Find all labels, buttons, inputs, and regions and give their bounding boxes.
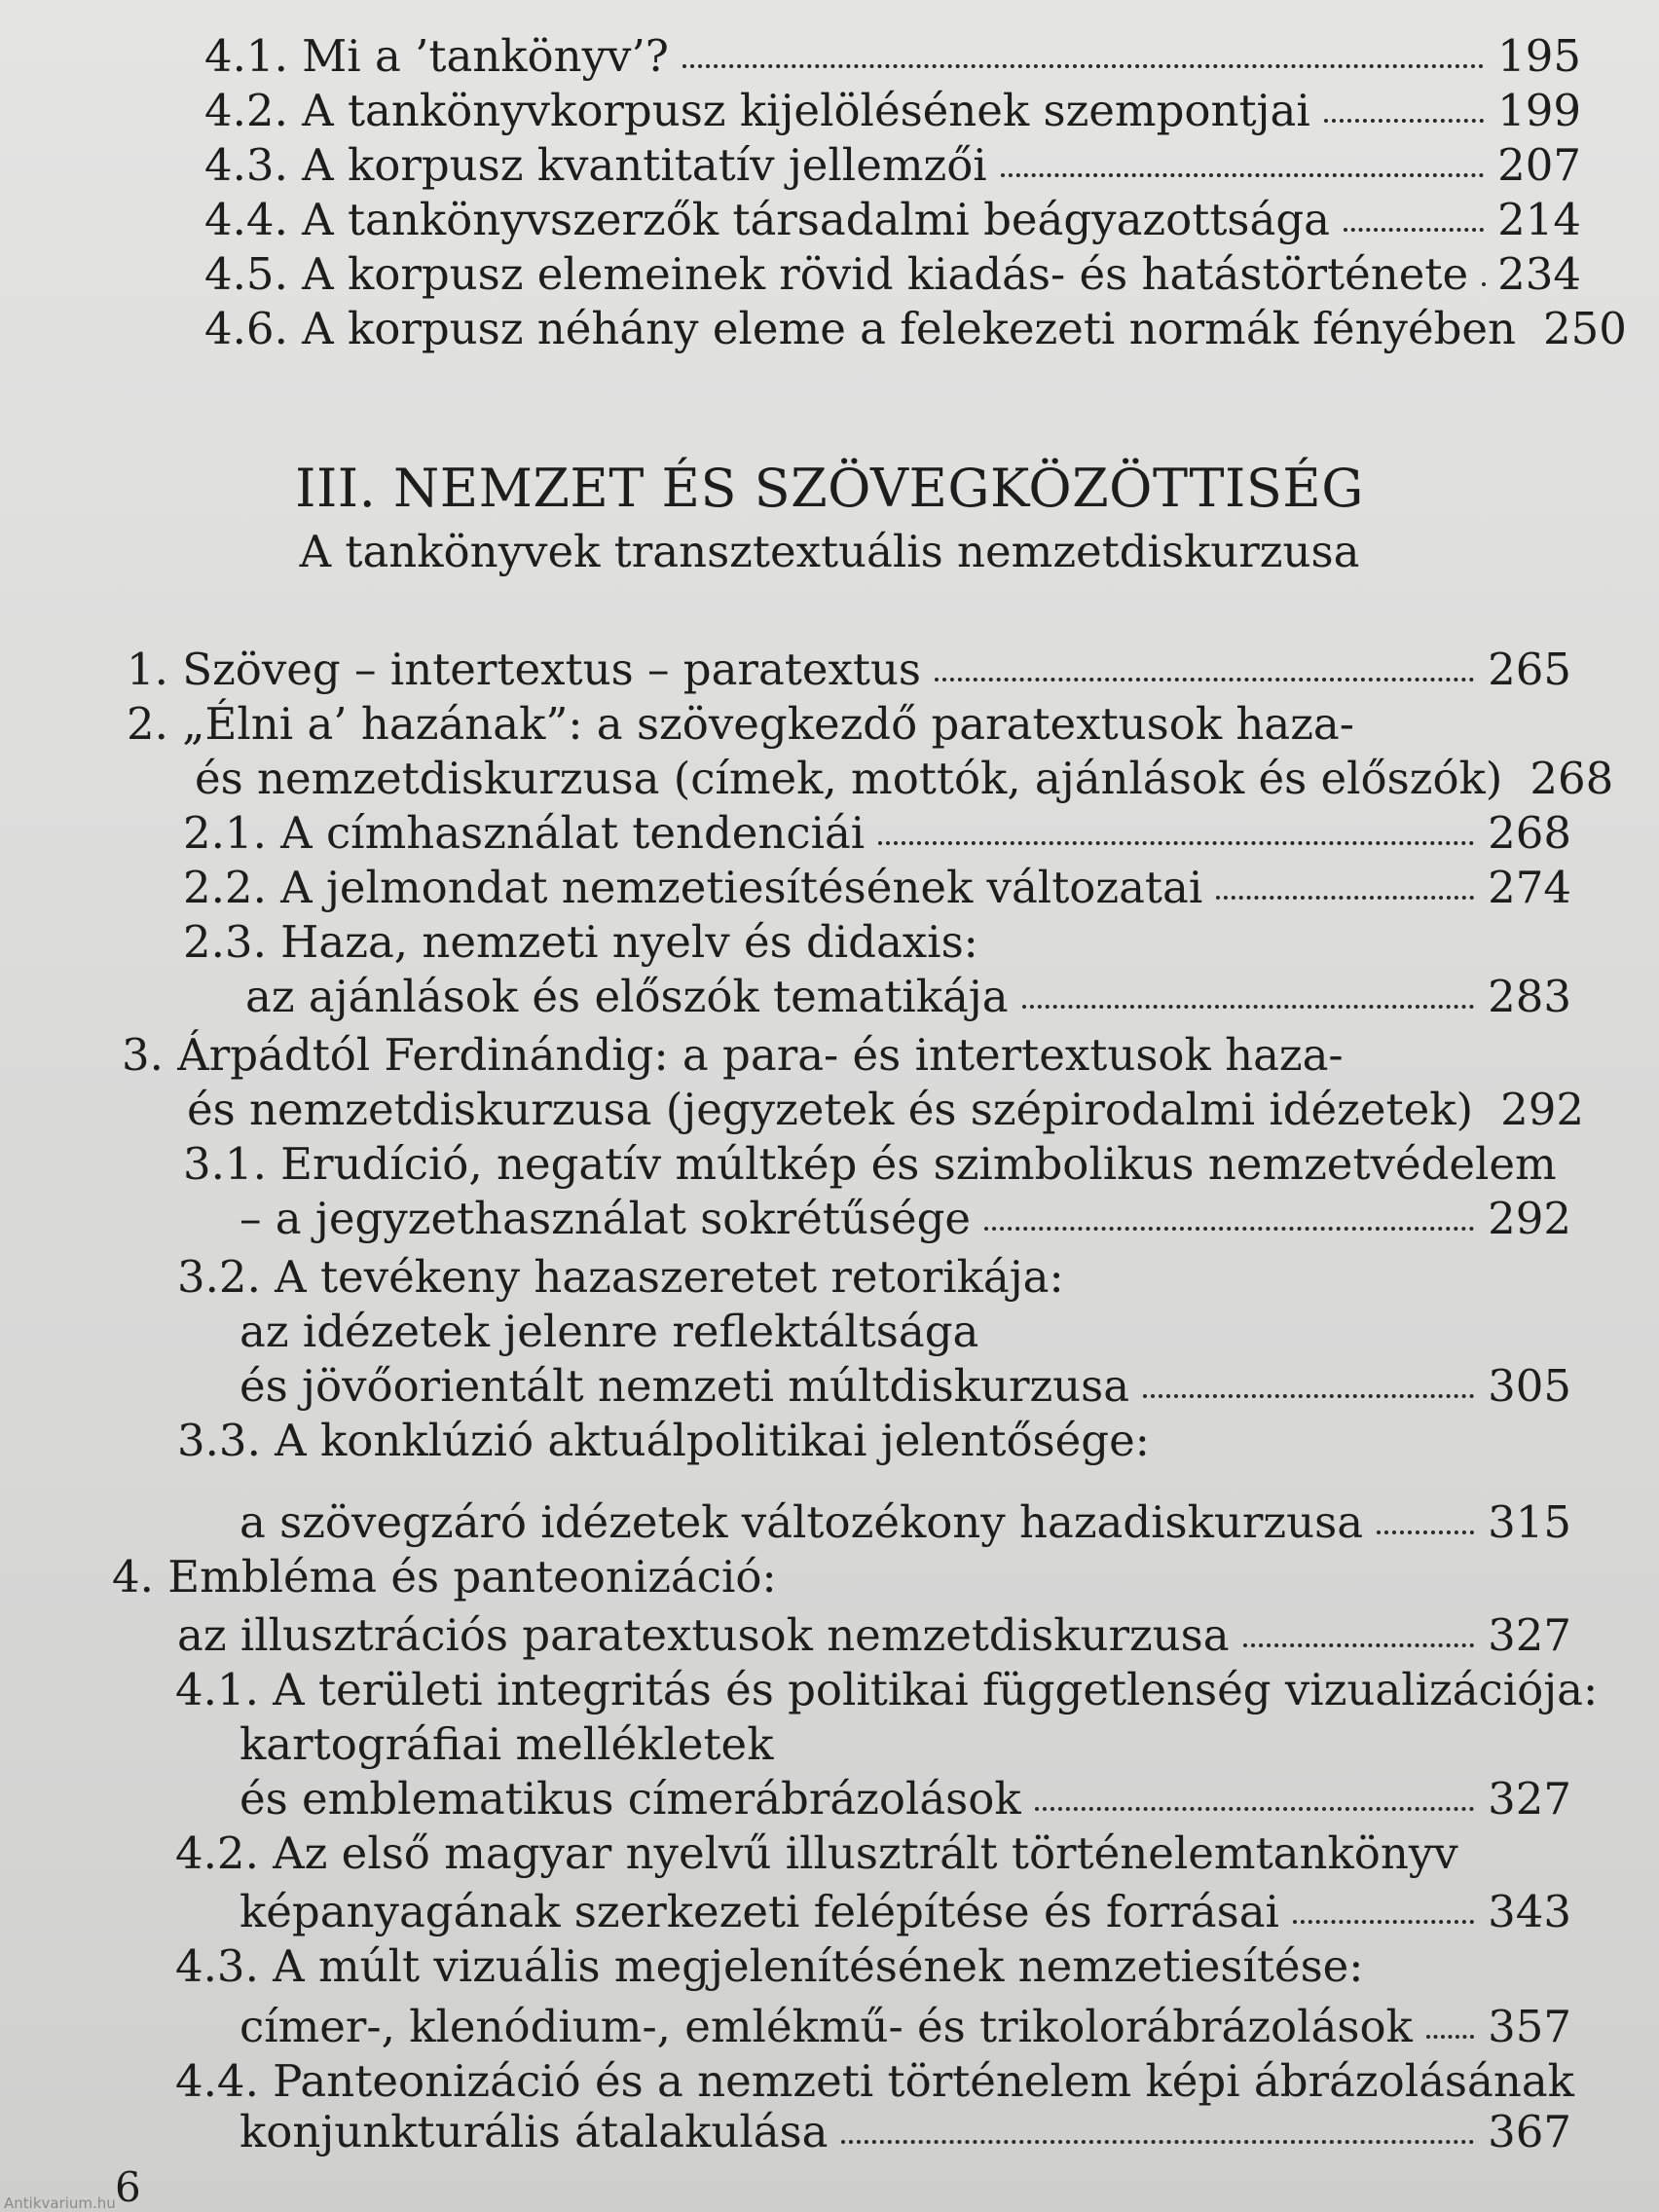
toc-page-number: 234 bbox=[1497, 248, 1581, 300]
toc-entry bbox=[175, 1939, 1571, 1994]
leader-dots bbox=[1243, 1643, 1475, 1647]
toc-entry bbox=[204, 193, 1581, 247]
toc-entry-label: 4.3. A korpusz kvantitatív jellemzői bbox=[204, 139, 987, 191]
toc-entry-label: és nemzetdiskurzusa (címek, mottók, ajánlások és előszók) bbox=[195, 753, 1503, 804]
leader-dots bbox=[1377, 1530, 1474, 1534]
toc-entry-label: 2. „Élni a’ hazának”: a szövegkezdő paratextusok haza- bbox=[127, 698, 1354, 750]
toc-entry-label: címer-, klenódium-, emlékmű- és trikolorábrázolások bbox=[240, 2001, 1413, 2052]
leader-dots bbox=[1035, 1807, 1474, 1811]
toc-entry bbox=[240, 2105, 1571, 2159]
leader-dots bbox=[1001, 173, 1484, 177]
toc-page-number: 274 bbox=[1488, 862, 1571, 913]
leader-dots bbox=[878, 841, 1474, 845]
leader-dots bbox=[984, 1227, 1474, 1231]
toc-entry-label: 3.2. A tevékeny hazaszeretet retorikája: bbox=[177, 1251, 1064, 1303]
toc-entry bbox=[127, 697, 1571, 752]
toc-entry-label: 4. Embléma és panteonizáció: bbox=[112, 1551, 777, 1603]
toc-entry bbox=[112, 1550, 1571, 1604]
toc-entry bbox=[245, 970, 1571, 1024]
toc-entry-label: konjunkturális átalakulása bbox=[240, 2106, 829, 2157]
toc-entry bbox=[127, 643, 1571, 697]
toc-entry-label: 4.4. Panteonizáció és a nemzeti történelem képi ábrázolásának bbox=[175, 2055, 1574, 2107]
toc-entry-label: 2.3. Haza, nemzeti nyelv és didaxis: bbox=[183, 916, 978, 968]
toc-entry bbox=[183, 915, 1571, 970]
toc-entry-label: 3. Árpádtól Ferdinándig: a para- és intertextusok haza- bbox=[122, 1029, 1344, 1081]
toc-page-number: 305 bbox=[1488, 1360, 1571, 1412]
leader-dots bbox=[841, 2140, 1474, 2144]
toc-entry bbox=[177, 1250, 1571, 1305]
leader-dots bbox=[1482, 282, 1484, 286]
section-title: III. NEMZET ÉS SZÖVEGKÖZÖTTISÉG bbox=[295, 458, 1364, 519]
section-subtitle: A tankönyvek transztextuális nemzetdiskurzusa bbox=[299, 526, 1360, 577]
leader-dots bbox=[1344, 228, 1484, 232]
toc-page-number: 250 bbox=[1543, 303, 1627, 354]
toc-entry-label: és nemzetdiskurzusa (jegyzetek és szépirodalmi idézetek) bbox=[187, 1084, 1474, 1135]
toc-entry-label: 3.3. A konklúzió aktuálpolitikai jelentősége: bbox=[177, 1415, 1150, 1466]
toc-entry bbox=[240, 1772, 1571, 1826]
toc-entry bbox=[204, 138, 1581, 193]
toc-page-number: 357 bbox=[1488, 2001, 1571, 2052]
toc-entry-label: 4.3. A múlt vizuális megjelenítésének nemzetiesítése: bbox=[175, 1940, 1364, 1992]
toc-entry-label: és jövőorientált nemzeti múltdiskurzusa bbox=[240, 1360, 1130, 1412]
toc-entry-label: 4.4. A tankönyvszerzők társadalmi beágyazottsága bbox=[204, 194, 1330, 245]
toc-entry bbox=[195, 752, 1614, 806]
toc-entry-label: 3.1. Erudíció, negatív múltkép és szimbolikus nemzetvédelem bbox=[183, 1138, 1557, 1190]
toc-entry-label: 4.2. Az első magyar nyelvű illusztrált történelemtankönyv bbox=[175, 1827, 1458, 1879]
leader-dots bbox=[1143, 1394, 1474, 1398]
toc-entry bbox=[177, 1414, 1571, 1468]
toc-entry-label: az ajánlások és előszók tematikája bbox=[245, 971, 1009, 1022]
toc-entry-label: 2.1. A címhasználat tendenciái bbox=[183, 807, 866, 859]
leader-dots bbox=[1022, 1005, 1475, 1009]
toc-entry-label: – a jegyzethasználat sokrétűsége bbox=[240, 1193, 972, 1244]
leader-dots bbox=[1216, 896, 1474, 900]
toc-entry bbox=[240, 2000, 1571, 2054]
toc-page-number: 195 bbox=[1497, 30, 1581, 82]
toc-entry bbox=[240, 1495, 1571, 1550]
toc-entry bbox=[240, 1305, 1571, 1359]
toc-entry bbox=[204, 29, 1581, 84]
toc-entry-label: 4.1. A területi integritás és politikai függetlenség vizualizációja: bbox=[175, 1664, 1599, 1715]
toc-page-number: 199 bbox=[1497, 85, 1581, 136]
toc-entry-label: és emblematikus címerábrázolások bbox=[240, 1773, 1021, 1825]
toc-entry-label: 1. Szöveg – intertextus – paratextus bbox=[127, 644, 922, 695]
toc-entry-label: 4.6. A korpusz néhány eleme a felekezeti normák fényében bbox=[204, 303, 1516, 354]
toc-entry-label: képanyagának szerkezeti felépítése és forrásai bbox=[240, 1886, 1279, 1937]
toc-entry bbox=[204, 247, 1581, 302]
toc-entry bbox=[187, 1083, 1584, 1137]
leader-dots bbox=[1426, 2035, 1474, 2039]
page-number: 6 bbox=[115, 2163, 141, 2211]
toc-page-number: 292 bbox=[1488, 1193, 1571, 1244]
watermark: Antikvarium.hu bbox=[4, 2194, 116, 2212]
toc-page-number: 367 bbox=[1488, 2106, 1571, 2157]
toc-entry bbox=[240, 1885, 1571, 1939]
toc-page-number: 207 bbox=[1497, 139, 1581, 191]
toc-entry bbox=[240, 1192, 1571, 1246]
toc-page-number: 265 bbox=[1488, 644, 1571, 695]
toc-page-number: 268 bbox=[1530, 753, 1614, 804]
toc-entry bbox=[177, 1608, 1571, 1663]
toc-entry bbox=[175, 1663, 1599, 1717]
toc-page-number: 268 bbox=[1488, 807, 1571, 859]
toc-entry-label: a szövegzáró idézetek változékony hazadiskurzusa bbox=[240, 1496, 1364, 1548]
toc-entry bbox=[183, 806, 1571, 861]
toc-entry bbox=[204, 302, 1627, 356]
toc-entry-label: 4.2. A tankönyvkorpusz kijelölésének szempontjai bbox=[204, 85, 1310, 136]
toc-entry bbox=[240, 1717, 1571, 1772]
leader-dots bbox=[682, 64, 1484, 68]
toc-entry bbox=[122, 1028, 1571, 1083]
toc-entry-label: az idézetek jelenre reflektáltsága bbox=[240, 1306, 979, 1357]
toc-entry bbox=[183, 861, 1571, 915]
toc-entry bbox=[175, 2054, 1574, 2109]
toc-entry-label: 4.1. Mi a ’tankönyv’? bbox=[204, 30, 669, 82]
toc-page-number: 283 bbox=[1488, 971, 1571, 1022]
leader-dots bbox=[1324, 119, 1484, 123]
toc-page-number: 292 bbox=[1500, 1084, 1584, 1135]
toc-page-number: 214 bbox=[1497, 194, 1581, 245]
toc-page-number: 343 bbox=[1488, 1886, 1571, 1937]
toc-entry bbox=[204, 84, 1581, 138]
toc-entry-label: kartográfiai mellékletek bbox=[240, 1718, 774, 1770]
toc-entry-label: 2.2. A jelmondat nemzetiesítésének változatai bbox=[183, 862, 1203, 913]
leader-dots bbox=[935, 678, 1474, 682]
toc-entry-label: 4.5. A korpusz elemeinek rövid kiadás- és hatástörténete bbox=[204, 248, 1469, 300]
toc-page-number: 327 bbox=[1488, 1609, 1571, 1661]
toc-page-number: 327 bbox=[1488, 1773, 1571, 1825]
toc-entry bbox=[240, 1359, 1571, 1414]
toc-entry bbox=[183, 1137, 1571, 1192]
toc-entry-label: az illusztrációs paratextusok nemzetdiskurzusa bbox=[177, 1609, 1230, 1661]
toc-entry bbox=[175, 1826, 1571, 1881]
toc-page-number: 315 bbox=[1488, 1496, 1571, 1548]
leader-dots bbox=[1293, 1920, 1474, 1924]
